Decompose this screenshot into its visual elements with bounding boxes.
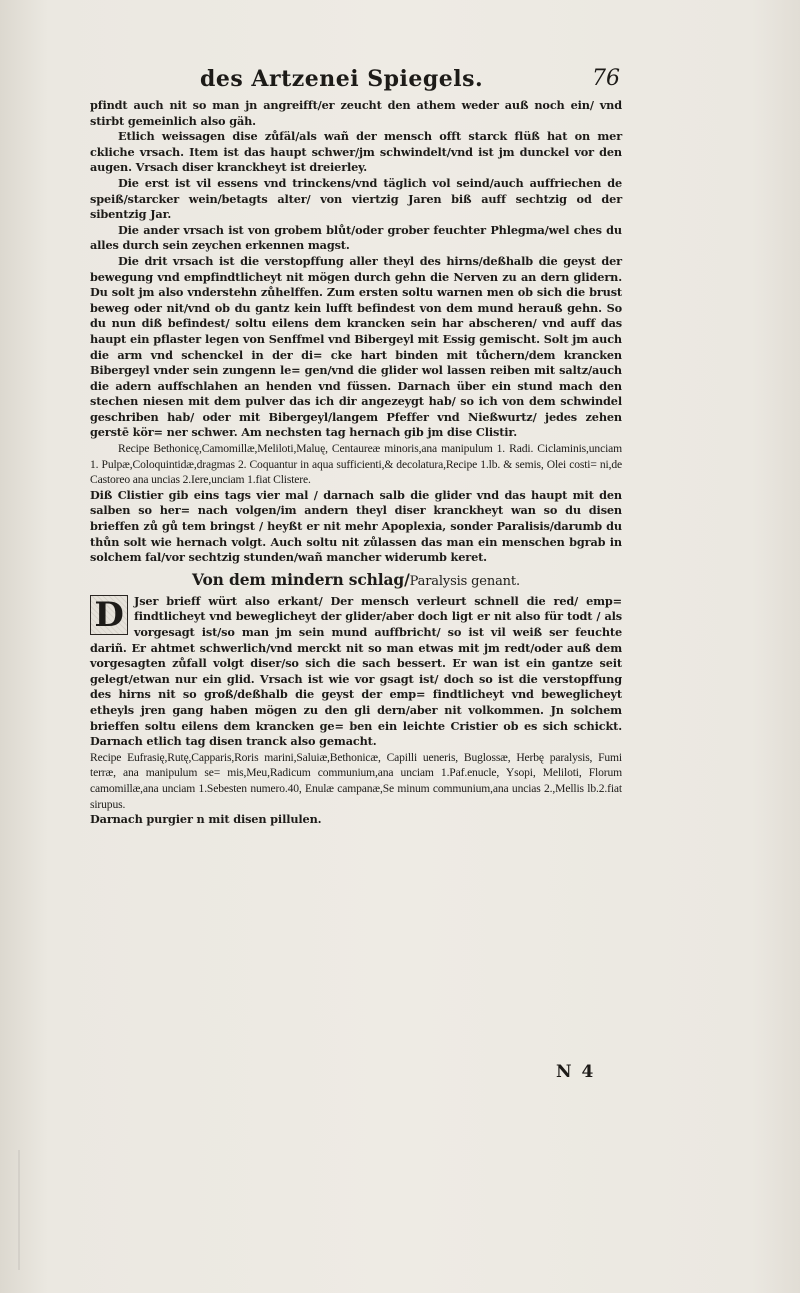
paragraph: Etlich weissagen dise zůfäl/als wañ der mensch offt starck flüß hat on mer ckliche vrsach. Item ist das haupt schwer/jm schwindelt/vnd ist jm dunckel vor den augen. Vrsach diser kranckheyt ist dreierley.: [90, 129, 622, 175]
section-heading-latin: Paralysis genant.: [409, 573, 520, 589]
paragraph: Die erst ist vil essens vnd trinckens/vnd täglich vol seind/auch auffriechen de speiß/starcker wein/betagts alter/ von viertzig Jaren biß auff sechtzig od der sibentzig Jar.: [90, 175, 622, 222]
dropcap-paragraph: [90, 594, 622, 750]
signature-mark: N 4: [556, 1062, 596, 1082]
paragraph: Diß Clistier gib eins tags vier mal / darnach salb die glider vnd das haupt mit den salben so her= nach volgen/im andern theyl diser kranckheyt wan so du disen brieffen zů gů tem bringst / heyßt er nit mehr Apoplexia, sonder Paralisis/darumb du thůn solt wie hernach volgt. Auch soltu nit zůlassen das man ein menschen bgrab in solchem fal/vor sechtzig stunden/wañ mancher widerumb keret.: [90, 487, 622, 565]
section-heading: [90, 569, 622, 593]
paragraph: Jser brieff würt also erkant/ Der mensch verleurt schnell die red/ emp= findtlicheyt vnd beweglicheyt der glider/aber doch ligt er nit also für todt / als vorgesagt ist/so man jm sein mund auffbricht/ so ist vil weiß ser feuchte dariñ. Er ahtmet schwerlich/vnd merckt nit so man etwas mit jm redt/oder auß dem vorgesagten zůfall volgt diser/so sich die sach bessert. Er wan ist ein gantze seit gelegt/etwan nur ein glid. Vrsach ist wie vor gsagt ist/ doch so ist die verstopffung des hirns nit so groß/deßhalb die geyst der emp= findtlicheyt vnd beweglicheyt etheyls jren gang haben mögen zu den gli dern/aber nit volkommen. Jn solchem brieffen soltu eilens dem krancken ge= ben ein leichte Cristier ob es sich schickt. Darnach etlich tag disen tranck also gemacht.: [90, 593, 622, 749]
page-stain: [18, 1150, 20, 1270]
page-header: [200, 66, 620, 92]
paragraph: Die ander vrsach ist von grobem blůt/oder grober feuchter Phlegma/wel ches du alles durch sein zeychen erkennen magst.: [90, 222, 622, 253]
section-heading-german: Von dem mindern schlag/: [192, 569, 410, 589]
drop-cap-initial: D: [90, 595, 128, 635]
latin-recipe: Recipe Bethonicę,Camomillæ,Meliloti,Maluę, Centaureæ minoris,ana manipulum 1. Radi. Ciclaminis,unciam 1. Pulpæ,Coloquintidæ,dragmas 2. Coquantur in aqua sufficienti,& decolatura,Recipe 1.lb. & semis, Olei costi= ni,de Castoreo ana uncias 2.Iere,unciam 1.fiat Clistere.: [90, 442, 622, 487]
running-title: des Artzenei Spiegels.: [200, 66, 484, 92]
paragraph: Die drit vrsach ist die verstopffung aller theyl des hirns/deßhalb die geyst der bewegung vnd empfindtlicheyt nit mögen durch gehn die Nerven zu an dern glidern. Du solt jm also vnderstehn zůhelffen. Zum ersten soltu warnen men ob sich die brust beweg oder nit/vnd ob du gantz kein lufft befindest von dem mund herauß gehn. So du nun diß befindest/ soltu eilens dem krancken sein har abscheren/ vnd auff das haupt ein pflaster legen von Senffmel vnd Bibergeyl mit Essig gemischt. Solt jm auch die arm vnd schenckel in der di= cke hart binden mit tůchern/dem krancken Bibergeyl vnder sein zungenn le= gen/vnd die glider wol lassen reiben mit saltz/auch die adern auffschlahen an henden vnd füssen. Darnach über ein stund mach den stechen niesen mit dem pulver das ich dir angezeygt hab/ so ich von dem schwindel geschriben hab/ oder mit Bibergeyl/langem Pfeffer vnd Nießwurtz/ jedes zehen gerstē kör= ner schwer. Am nechsten tag hernach gib jm dise Clistir.: [90, 253, 622, 440]
paragraph: Darnach purgier n mit disen pillulen.: [90, 812, 322, 827]
folio-number: 76: [592, 66, 620, 91]
text-block: [90, 98, 622, 828]
paragraph: pfindt auch nit so man jn angreifft/er zeucht den athem weder auß noch ein/ vnd stirbt gemeinlich also gäh.: [90, 98, 622, 128]
latin-recipe: Recipe Eufrasię,Rutę,Capparis,Roris marini,Saluiæ,Bethonicæ, Capilli ueneris, Buglossæ, Herbę paralysis, Fumi terræ, ana manipulum se= mis,Meu,Radicum communium,ana unciam 1.Paf.enucle, Ysopi, Meliloti, Florum camomillæ,ana unciam 1.Sebesten numero.40, Enulæ campanæ,Se minum communium,ana uncias 2.,Mellis lb.2.fiat sirupus.: [90, 750, 622, 811]
